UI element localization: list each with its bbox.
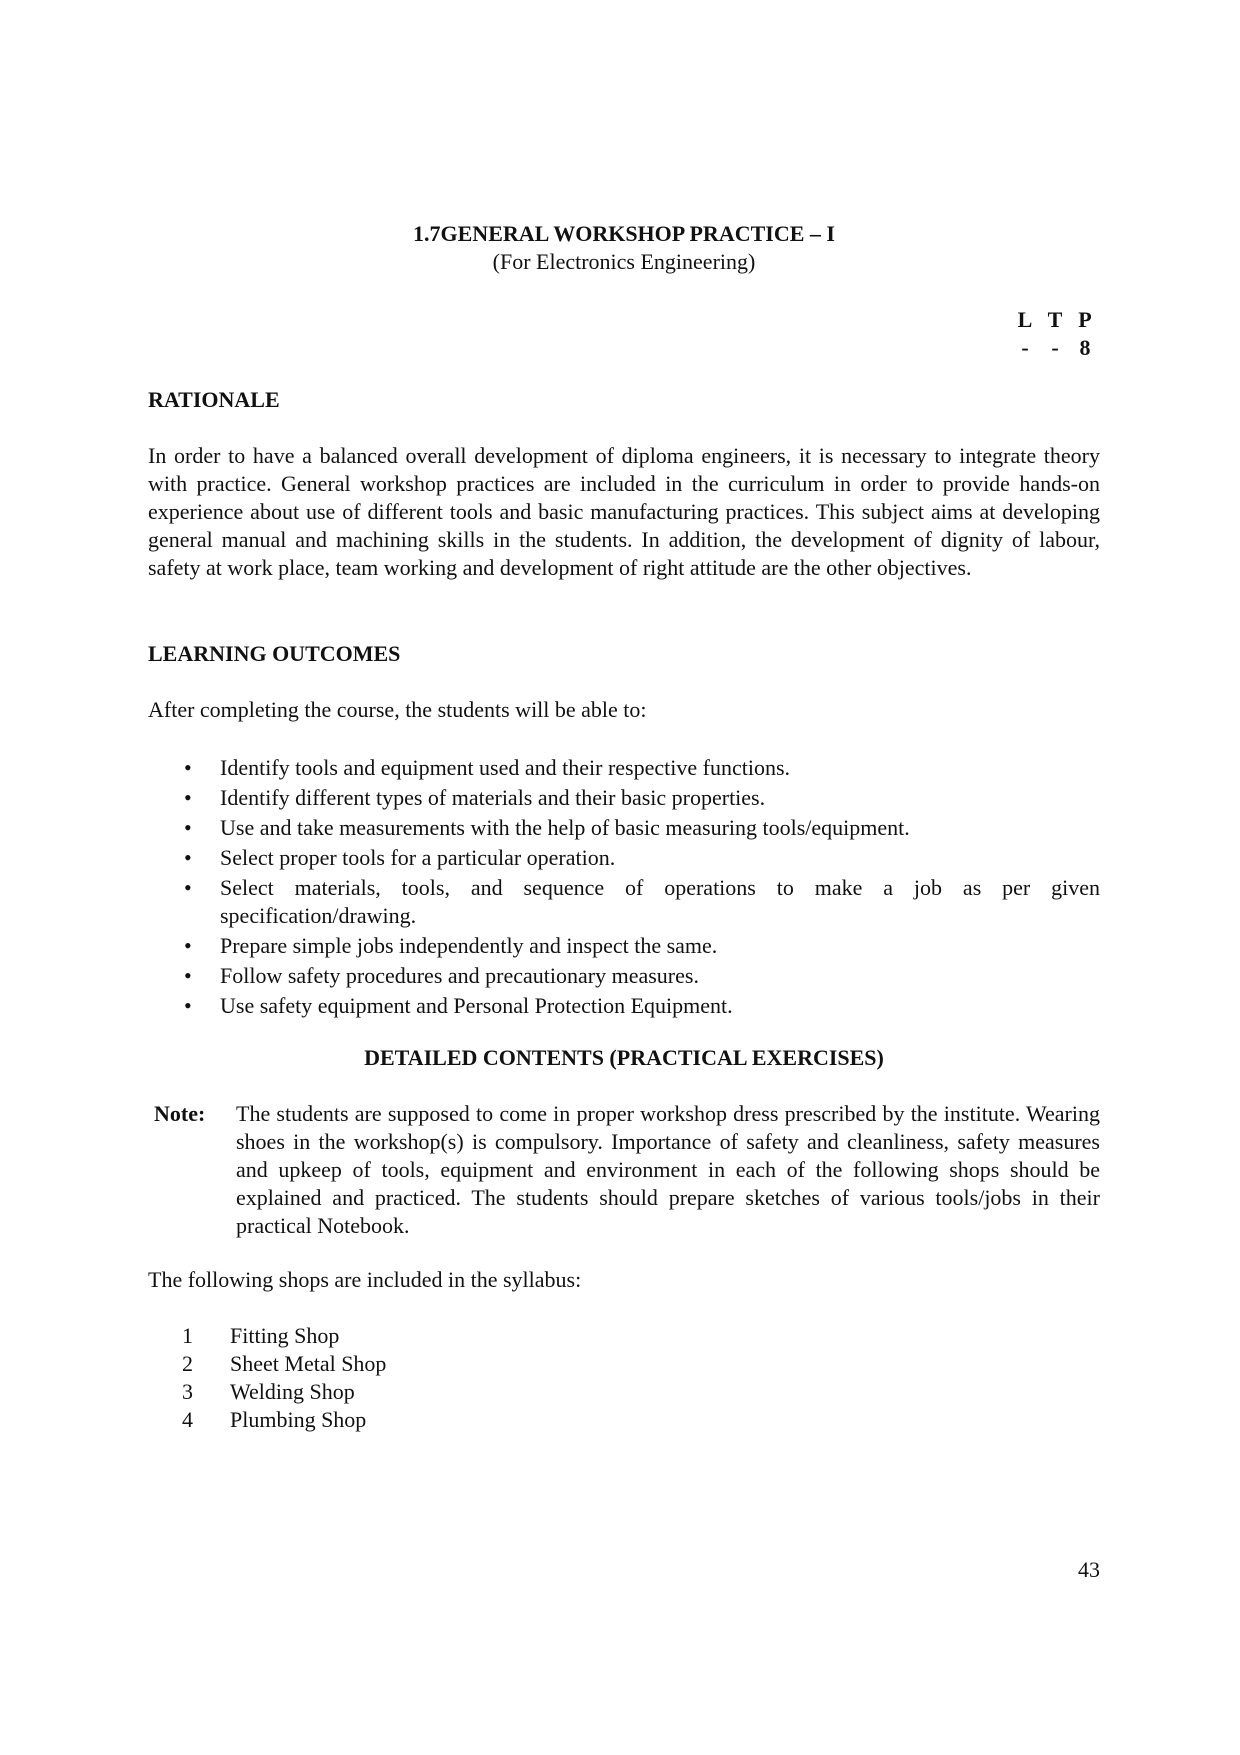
note-label: Note: — [154, 1101, 206, 1126]
list-item-text: Follow safety procedures and precautionary measures. — [220, 963, 699, 988]
ltp-value-p: 8 — [1079, 335, 1091, 360]
list-item-text: Select proper tools for a particular operation. — [220, 845, 616, 870]
shop-name: Fitting Shop — [230, 1323, 340, 1348]
list-item — [148, 962, 1100, 990]
ltp-values-row — [1010, 334, 1100, 362]
detailed-contents-heading: DETAILED CONTENTS (PRACTICAL EXERCISES) — [364, 1045, 884, 1070]
rationale-heading: RATIONALE — [148, 387, 280, 412]
list-item-text: Identify different types of materials and their basic properties. — [220, 785, 766, 810]
bullet-icon: • — [184, 815, 192, 840]
list-item — [148, 784, 1100, 812]
ltp-value-l: - — [1021, 335, 1029, 360]
ltp-label-l: L — [1017, 307, 1033, 332]
list-item-text: Prepare simple jobs independently and inspect the same. — [220, 933, 718, 958]
list-item — [148, 874, 1100, 930]
note-block — [148, 1100, 1100, 1240]
course-subtitle: (For Electronics Engineering) — [492, 249, 756, 274]
course-title: 1.7GENERAL WORKSHOP PRACTICE – I — [413, 221, 835, 246]
list-item-text: Use and take measurements with the help of basic measuring tools/equipment. — [220, 815, 910, 840]
shop-number: 1 — [182, 1323, 193, 1348]
bullet-icon: • — [184, 993, 192, 1018]
shop-number: 4 — [182, 1407, 193, 1432]
bullet-icon: • — [184, 785, 192, 810]
shop-name: Welding Shop — [230, 1379, 355, 1404]
document-page — [148, 0, 1100, 1755]
learning-outcomes-list — [148, 754, 1100, 1022]
ltp-label-p: P — [1078, 307, 1092, 332]
note-text: The students are supposed to come in proper workshop dress prescribed by the institute. Wearing shoes in the workshop(s) is compulsory. Importance of safety and cleanliness, safety measures and upkeep of tools, equipment and environment in each of the following shops should be explained and practiced. The students should prepare sketches of various tools/jobs in their practical Notebook. — [236, 1101, 1100, 1238]
shops-intro: The following shops are included in the syllabus: — [148, 1267, 582, 1292]
list-item-text: Identify tools and equipment used and their respective functions. — [220, 755, 791, 780]
list-item-text: Select materials, tools, and sequence of operations to make a job as per given specification/drawing. — [220, 875, 1100, 928]
list-item — [148, 814, 1100, 842]
ltp-labels-row — [1010, 306, 1100, 334]
list-item — [148, 754, 1100, 782]
ltp-value-t: - — [1051, 335, 1059, 360]
ltp-label-t: T — [1047, 307, 1063, 332]
shop-name: Sheet Metal Shop — [230, 1351, 387, 1376]
learning-outcomes-intro: After completing the course, the students will be able to: — [148, 697, 647, 722]
page-number: 43 — [1078, 1557, 1100, 1582]
title-block — [148, 220, 1100, 276]
list-item-text: Use safety equipment and Personal Protection Equipment. — [220, 993, 733, 1018]
list-item — [148, 992, 1100, 1020]
learning-outcomes-heading: LEARNING OUTCOMES — [148, 641, 401, 666]
shop-name: Plumbing Shop — [230, 1407, 367, 1432]
bullet-icon: • — [184, 755, 192, 780]
shop-number: 3 — [182, 1379, 193, 1404]
list-item — [148, 844, 1100, 872]
shop-number: 2 — [182, 1351, 193, 1376]
bullet-icon: • — [184, 845, 192, 870]
bullet-icon: • — [184, 963, 192, 988]
bullet-icon: • — [184, 933, 192, 958]
bullet-icon: • — [184, 875, 192, 900]
list-item — [148, 932, 1100, 960]
rationale-paragraph: In order to have a balanced overall development of diploma engineers, it is necessary to integrate theory with practice. General workshop practices are included in the curriculum in order to provide hands-on experience about use of different tools and basic manufacturing practices. This subject aims at developing general manual and machining skills in the students. In addition, the development of dignity of labour, safety at work place, team working and development of right attitude are the other objectives. — [148, 443, 1100, 580]
ltp-table — [1010, 306, 1100, 362]
